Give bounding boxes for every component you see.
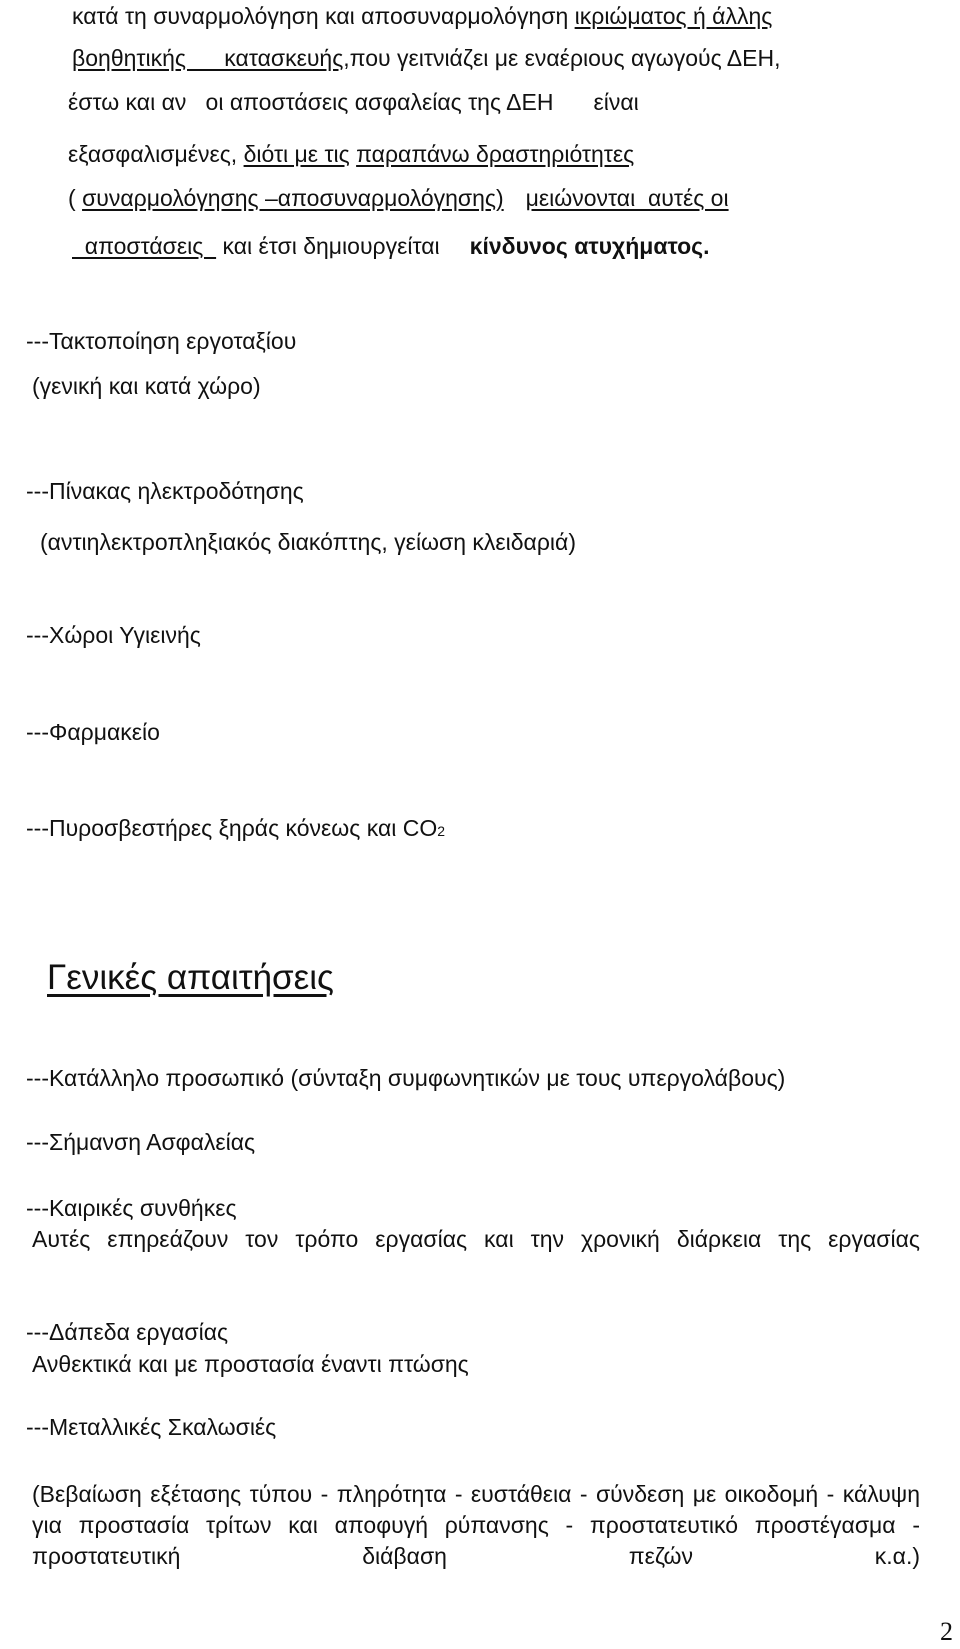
intro-line-6 <box>72 232 710 260</box>
item-scaffolds: ---Μεταλλικές Σκαλωσιές <box>26 1414 277 1440</box>
item-weather-note: Αυτές επηρεάζουν τον τρόπο εργασίας και την χρονική διάρκεια της εργασίας <box>32 1226 920 1252</box>
item-scaffolds-note: (Βεβαίωση εξέτασης τύπου - πληρότητα - ευστάθεια - σύνδεση με οικοδομή - κάλυψη για προστασία τρίτων και αποφυγή ρύπανσης - προστατευτικό προστέγασμα - προστατευτική διάβαση πεζών κ.α.) <box>32 1481 920 1569</box>
extinguishers-subscript: 2 <box>437 823 446 839</box>
text-span: ( <box>68 185 83 211</box>
text-span: ,που γειτνιάζει με εναέριους αγωγούς ΔΕΗ, <box>343 45 781 71</box>
extinguishers-text: ---Πυροσβεστήρες ξηράς κόνεως και CO <box>26 815 438 841</box>
item-pharmacy: ---Φαρμακείο <box>26 719 160 745</box>
text-span: εξασφαλισμένες, <box>68 141 244 167</box>
intro-line-3 <box>68 88 639 116</box>
item-signage: ---Σήμανση Ασφαλείας <box>26 1129 256 1155</box>
item-hygiene: ---Χώροι Υγιεινής <box>26 622 201 648</box>
underlined-text: παραπάνω δραστηριότητες <box>356 141 635 167</box>
item-floors-note: Ανθεκτικά και με προστασία έναντι πτώσης <box>32 1351 469 1377</box>
intro-line-4 <box>68 140 634 168</box>
item-power-panel-note: (αντιηλεκτροπληξιακός διακόπτης, γείωση κλειδαριά) <box>40 529 576 555</box>
section-heading: Γενικές απαιτήσεις <box>47 958 334 997</box>
underlined-text: διότι με τις <box>243 141 350 167</box>
intro-line-5 <box>68 184 729 212</box>
item-site-organization: ---Τακτοποίηση εργοταξίου <box>26 328 297 354</box>
page-number: 2 <box>940 1617 953 1646</box>
underlined-text: μειώνονται αυτές οι <box>525 185 729 211</box>
bold-text: κίνδυνος ατυχήματος. <box>469 233 710 259</box>
underlined-text: αποστάσεις <box>72 233 217 259</box>
text-span: είναι <box>593 89 639 115</box>
item-staff: ---Κατάλληλο προσωπικό (σύνταξη συμφωνητικών με τους υπεργολάβους) <box>26 1065 786 1091</box>
underlined-text: συναρμολόγησης –αποσυναρμολόγησης) <box>82 185 504 211</box>
text-span: κατά τη συναρμολόγηση και αποσυναρμολόγηση <box>72 3 575 29</box>
item-extinguishers <box>26 814 445 845</box>
item-weather: ---Καιρικές συνθήκες <box>26 1195 237 1221</box>
underlined-text: ικριώματος ή άλλης <box>574 3 773 29</box>
text-span: και έτσι δημιουργείται <box>216 233 440 259</box>
intro-line-1 <box>72 2 772 30</box>
item-power-panel: ---Πίνακας ηλεκτροδότησης <box>26 478 304 504</box>
intro-line-2 <box>72 44 781 72</box>
item-site-organization-note: (γενική και κατά χώρο) <box>32 373 261 399</box>
text-span: έστω και αν οι αποστάσεις ασφαλείας της ΔΕΗ <box>68 89 554 115</box>
underlined-text: βοηθητικής κατασκευής <box>72 45 344 71</box>
item-floors: ---Δάπεδα εργασίας <box>26 1319 229 1345</box>
